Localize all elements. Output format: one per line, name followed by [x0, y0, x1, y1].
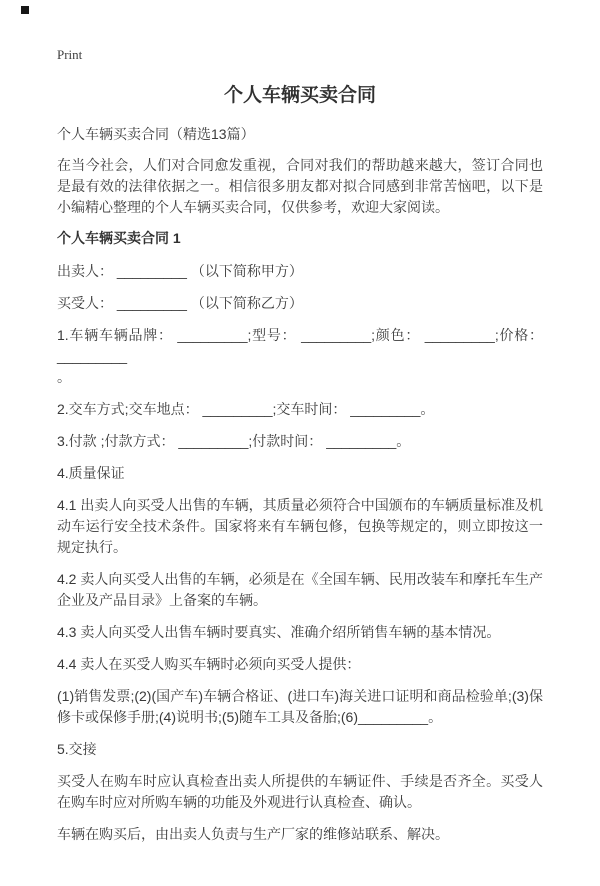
clause-provided-items: (1)销售发票;(2)(国产车)车辆合格证、(进口车)海关进口证明和商品检验单;(3)保修卡或保修手册;(4)说明书;(5)随车工具及备胎;(6)_________。: [57, 688, 543, 725]
clause-vehicle-info: [57, 325, 543, 388]
clause-vehicle-info-line2: 。: [57, 369, 71, 385]
clause-payment: 3.付款 ;付款方式： _________;付款时间： _________。: [57, 433, 411, 449]
seller-line: 出卖人： _________ （以下简称甲方）: [57, 263, 303, 279]
contract-section-heading: 个人车辆买卖合同 1: [57, 230, 181, 246]
clause-vehicle-info-line1: 1.车辆车辆品牌： _________;型号： _________;颜色： _________;价格： _________: [57, 327, 543, 364]
clause-quality-4-2: 4.2 卖人向买受人出售的车辆，必须是在《全国车辆、民用改装车和摩托车生产企业及产品目录》上备案的车辆。: [57, 571, 543, 608]
buyer-line: 买受人： _________ （以下简称乙方）: [57, 295, 303, 311]
document-subtitle: 个人车辆买卖合同（精选13篇）: [57, 126, 255, 142]
clause-quality-heading: 4.质量保证: [57, 465, 125, 481]
clause-handover-para-2: 车辆在购买后，由出卖人负责与生产厂家的维修站联系、解决。: [57, 826, 449, 842]
intro-paragraph: 在当今社会，人们对合同愈发重视，合同对我们的帮助越来越大，签订合同也是最有效的法律依据之一。相信很多朋友都对拟合同感到非常苦恼吧，以下是小编精心整理的个人车辆买卖合同，仅供参考，欢迎大家阅读。: [57, 157, 543, 215]
clause-handover-heading: 5.交接: [57, 741, 97, 757]
clause-quality-4-1: 4.1 出卖人向买受人出售的车辆，其质量必须符合中国颁布的车辆质量标准及机动车运行安全技术条件。国家将来有车辆包修，包换等规定的，则立即按这一规定执行。: [57, 497, 543, 555]
clause-handover-para-1: 买受人在购车时应认真检查出卖人所提供的车辆证件、手续是否齐全。买受人在购车时应对所购车辆的功能及外观进行认真检查、确认。: [57, 773, 543, 810]
clause-delivery: 2.交车方式;交车地点： _________;交车时间： _________。: [57, 401, 435, 417]
print-button[interactable]: Print: [57, 47, 83, 62]
corner-marker: [21, 6, 29, 14]
clause-quality-4-4: 4.4 卖人在买受人购买车辆时必须向买受人提供：: [57, 656, 361, 672]
clause-quality-4-3: 4.3 卖人向买受人出售车辆时要真实、准确介绍所销售车辆的基本情况。: [57, 624, 501, 640]
page-title: 个人车辆买卖合同: [223, 85, 376, 106]
